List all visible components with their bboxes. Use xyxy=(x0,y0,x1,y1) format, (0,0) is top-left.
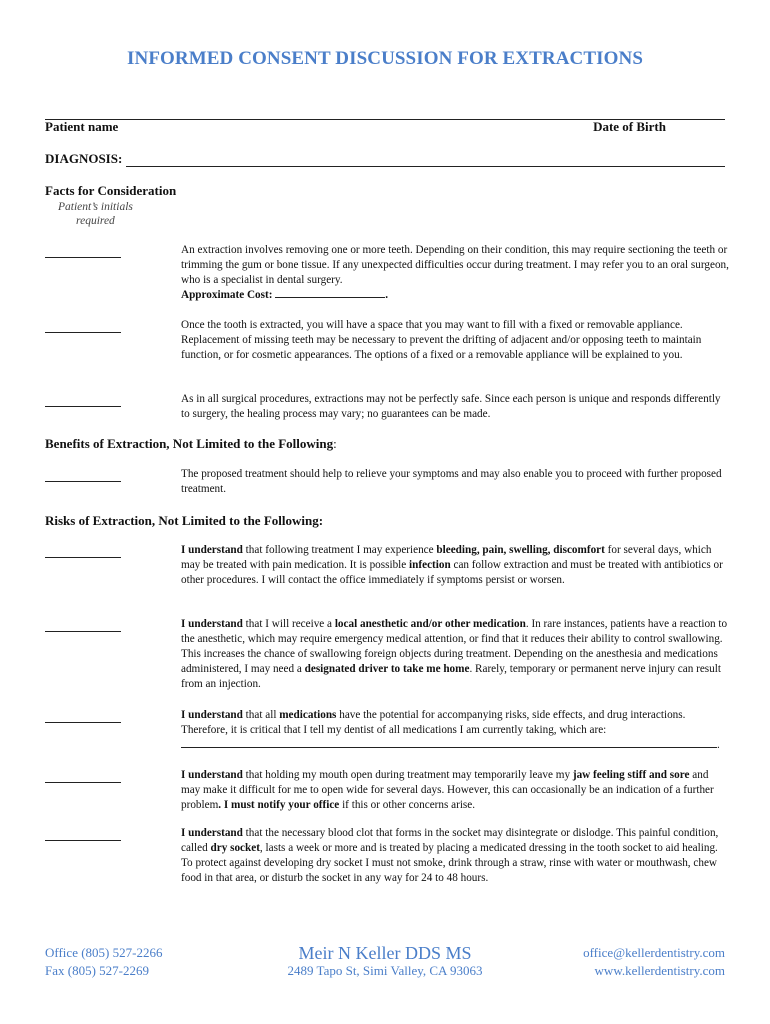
initials-note-line-2: required xyxy=(76,215,115,227)
initials-blank-fact-3[interactable] xyxy=(45,394,121,407)
website-link[interactable]: www.kellerdentistry.com xyxy=(594,963,725,978)
diagnosis-line[interactable] xyxy=(126,154,725,167)
risk-1-paragraph: I understand that following treatment I may experience bleeding, pain, swelling, discomfort for several days, which may be treated with pain medication. It is possible infection can follow extraction and must be treated with antibiotics or other procedures. I will contact the office immediately if symptoms persist or worsen. xyxy=(181,544,723,586)
initials-note-line-1: Patient’s initials xyxy=(58,201,133,213)
initials-blank-risk-4[interactable] xyxy=(45,770,121,783)
benefits-heading: Benefits of Extraction, Not Limited to the Following: xyxy=(45,436,337,451)
fact-3-paragraph: As in all surgical procedures, extractions may not be perfectly safe. Since each person is unique and responds differently to surgery, the healing process may vary; no guarantees can be made. xyxy=(181,393,721,420)
office-phone[interactable]: Office (805) 527-2266 xyxy=(45,945,163,960)
approx-cost-label: Approximate Cost: xyxy=(181,289,273,301)
diagnosis-row xyxy=(45,151,725,167)
patient-name-label: Patient name xyxy=(45,119,119,134)
initials-blank-risk-3[interactable] xyxy=(45,710,121,723)
current-medications-field[interactable] xyxy=(181,738,717,748)
risks-heading: Risks of Extraction, Not Limited to the Following: xyxy=(45,513,324,528)
initials-blank-risk-1[interactable] xyxy=(45,545,121,558)
initials-blank-risk-2[interactable] xyxy=(45,619,121,632)
initials-blank-risk-5[interactable] xyxy=(45,828,121,841)
i-understand-label: I understand xyxy=(181,827,243,839)
risk-4-paragraph: I understand that holding my mouth open during treatment may temporarily leave my jaw feeling stiff and sore and may make it difficult for me to open wide for several days. However, this can occasionally be an indication of a further problem. I must notify your office if this or other concerns arise. xyxy=(181,769,714,811)
fact-1-paragraph: An extraction involves removing one or more teeth. Depending on their condition, this may require sectioning the teeth or trimming the gum or bone tissue. If any unexpected difficulties occur during treatment. I may refer you to an oral surgeon, who is a specialist in dental surgery. Approximate Cost: . xyxy=(181,244,729,301)
dob-label: Date of Birth xyxy=(593,119,666,134)
initials-blank-fact-2[interactable] xyxy=(45,320,121,333)
risk-5-paragraph: I understand that the necessary blood clot that forms in the socket may disintegrate or dislodge. This painful condition, called dry socket, lasts a week or more and is treated by placing a medicated dressing in the tooth socket to aid healing. To protect against developing dry socket I must not smoke, drink through a straw, rinse with water or mouthwash, chew food in that area, or disturb the socket in any way for 24 to 48 hours. xyxy=(181,827,719,884)
practice-address: 2489 Tapo St, Simi Valley, CA 93063 xyxy=(287,963,483,978)
doctor-name: Meir N Keller DDS MS xyxy=(298,943,472,963)
risk-3-paragraph: I understand that all medications have the potential for accompanying risks, side effects, and drug interactions. Therefore, it is critical that I tell my dentist of all medications I am currently taking, which are: . xyxy=(181,709,720,751)
risk-2-paragraph: I understand that I will receive a local anesthetic and/or other medication. In rare instances, patients have a reaction to the anesthetic, which may require emergency medical attention, or find that it reduces their ability to control swallowing. This increases the chance of swallowing foreign objects during treatment. Depending on the anesthesia and medications administered, I may need a designated driver to take me home. Rarely, temporary or permanent nerve injury can result from an injection. xyxy=(181,618,728,690)
footer-contact-right xyxy=(583,944,725,980)
i-understand-label: I understand xyxy=(181,544,243,556)
facts-heading: Facts for Consideration xyxy=(45,183,177,198)
i-understand-label: I understand xyxy=(181,618,243,630)
fact-1-text: An extraction involves removing one or more teeth. Depending on their condition, this may require sectioning the teeth or trimming the gum or bone tissue. If any unexpected difficulties occur during treatment. I may refer you to an oral surgeon, who is a specialist in dental surgery. xyxy=(181,244,729,286)
i-understand-label: I understand xyxy=(181,769,243,781)
diagnosis-label: DIAGNOSIS: xyxy=(45,151,123,166)
office-email-link[interactable]: office@kellerdentistry.com xyxy=(583,945,725,960)
initials-blank-benefit[interactable] xyxy=(45,469,121,482)
document-title: INFORMED CONSENT DISCUSSION FOR EXTRACTIONS xyxy=(127,48,643,69)
benefits-paragraph: The proposed treatment should help to relieve your symptoms and may also enable you to proceed with further proposed treatment. xyxy=(181,468,722,495)
benefits-heading-text: Benefits of Extraction, Not Limited to the Following xyxy=(45,436,334,451)
fax-number: Fax (805) 527-2269 xyxy=(45,963,149,978)
initials-note xyxy=(58,200,133,228)
i-understand-label: I understand xyxy=(181,709,243,721)
initials-blank-fact-1[interactable] xyxy=(45,245,121,258)
approx-cost-field[interactable] xyxy=(275,288,385,298)
fact-2-paragraph: Once the tooth is extracted, you will have a space that you may want to fill with a fixed or removable appliance. Replacement of missing teeth may be necessary to prevent the drifting of adjacent and/or opposing teeth to maintain function, or for cosmetic appearances. The options of a fixed or a removable appliance will be explained to you. xyxy=(181,319,702,361)
